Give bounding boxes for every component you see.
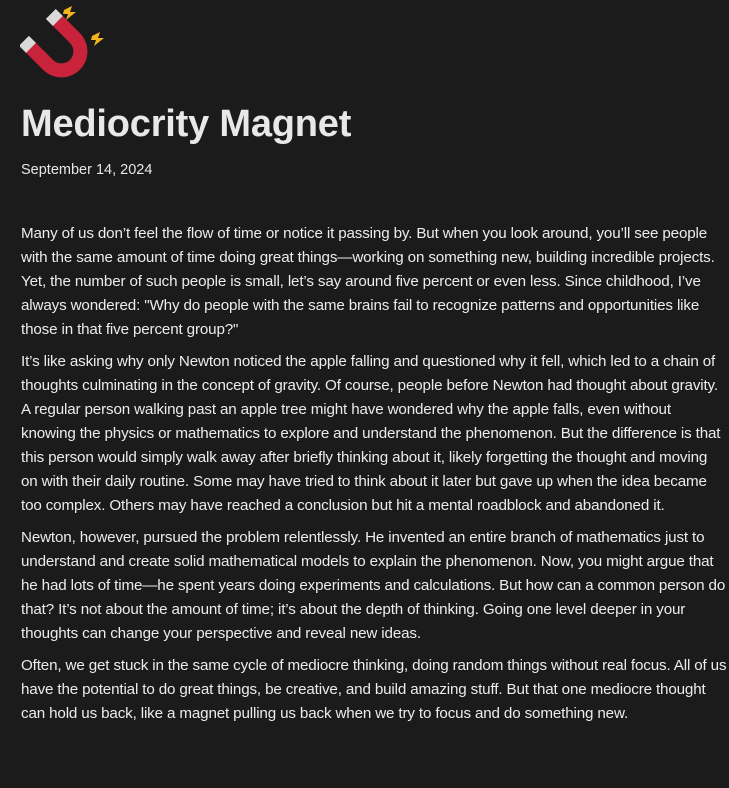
magnet-body	[25, 15, 99, 86]
magnet-icon-svg	[20, 6, 104, 86]
post-date: September 14, 2024	[21, 162, 153, 178]
paragraph-2: It’s like asking why only Newton noticed the apple falling and questioned why it fell, which led to a chain of thoughts culminating in the concept of gravity. Of course, people before Newton had thought about gravity. A regular person walking past an apple tree might have wondered why the apple falls, even without knowing the physics or mathematics to explore and understand the phenomenon. But the difference is that this person would simply walk away after briefly thinking about it, likely forgetting the thought and moving on with their daily routine. Some may have tried to think about it later but gave up when the idea became too complex. Others may have reached a conclusion but hit a mental roadblock and abandoned it.	[21, 353, 721, 514]
magnet-icon	[20, 6, 104, 86]
paragraph-3: Newton, however, pursued the problem relentlessly. He invented an entire branch of mathematics just to understand and create solid mathematical models to explain the phenomenon. Now, you might argue that he had lots of time—he spent years doing experiments and calculations. But how can a common person do that? It’s not about the amount of time; it’s about the depth of thinking. Going one level deeper in your thoughts can change your perspective and reveal new ideas.	[21, 529, 726, 642]
post-title: Mediocrity Magnet	[21, 103, 352, 145]
paragraph-1: Many of us don’t feel the flow of time or notice it passing by. But when you look around, you’ll see people with the same amount of time doing great things—working on something new, building incredible projects. Yet, the number of such people is small, let’s say around five percent or even less. Since childhood, I’ve always wondered: "Why do people with the same brains fail to recognize patterns and opportunities like those in that five percent group?"	[21, 225, 715, 338]
spark-top	[63, 6, 76, 20]
spark-right	[91, 32, 104, 46]
paragraph-4: Often, we get stuck in the same cycle of mediocre thinking, doing random things without real focus. All of us have the potential to do great things, be creative, and build amazing stuff. But that one mediocre thought can hold us back, like a magnet pulling us back when we try to focus and do something new.	[21, 657, 727, 722]
post-body	[21, 222, 727, 734]
